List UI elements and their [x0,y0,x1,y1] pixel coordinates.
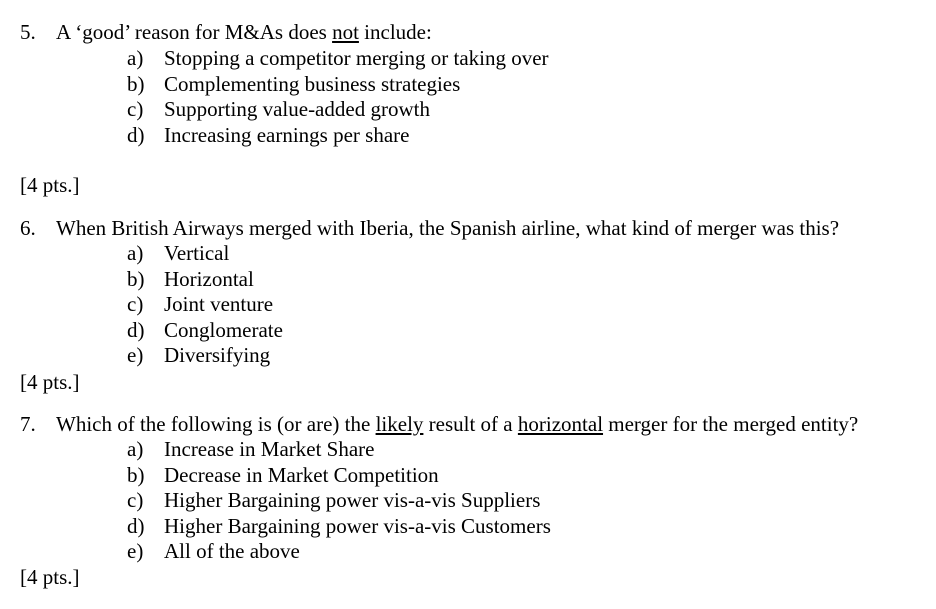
option-text: Complementing business strategies [164,71,461,96]
option-c [127,292,283,318]
option-a [127,241,283,267]
option-letter: e) [127,343,144,367]
question-text: include: [358,20,432,44]
question-5-points: [4 pts.] [20,173,80,197]
option-d [127,318,283,344]
option-e [127,539,551,565]
option-text: Horizontal [164,266,254,291]
question-number: 6. [20,216,36,240]
option-letter: e) [127,539,144,563]
option-a [127,437,551,463]
question-6-points: [4 pts.] [20,370,80,394]
option-letter: d) [127,317,145,342]
question-text: result of a [423,412,518,436]
option-text: Increasing earnings per share [164,122,410,147]
option-d [127,514,551,540]
option-letter: d) [127,122,145,147]
option-letter: c) [127,292,144,316]
option-text: Decrease in Market Competition [164,462,439,487]
question-7-options [127,437,551,565]
question-number: 5. [20,20,36,44]
option-b [127,463,551,489]
option-text: Higher Bargaining power vis-a-vis Customers [164,513,551,538]
option-letter: b) [127,71,145,96]
question-7-points: [4 pts.] [20,565,80,589]
option-letter: b) [127,266,145,291]
option-c [127,97,549,123]
option-b [127,267,283,293]
question-text: When British Airways merged with Iberia, the Spanish airline, what kind of merger was this? [56,216,840,240]
question-5-options [127,46,549,148]
option-letter: c) [127,97,144,121]
option-letter: a) [127,241,144,265]
question-number: 7. [20,412,36,436]
option-text: Higher Bargaining power vis-a-vis Suppliers [164,488,541,512]
question-6-options [127,241,283,369]
emphasis-not: not [332,20,359,44]
option-a [127,46,549,72]
option-text: All of the above [164,539,300,563]
option-e [127,343,283,369]
option-letter: a) [127,437,144,461]
option-text: Diversifying [164,343,271,367]
option-text: Vertical [164,241,230,265]
question-text: A ‘good’ reason for M&As does [56,20,333,44]
option-letter: b) [127,462,145,487]
emphasis-likely: likely [375,412,424,436]
option-text: Increase in Market Share [164,437,375,461]
question-5-stem [20,19,432,45]
question-7-stem [20,411,858,437]
option-d [127,123,549,149]
question-text: merger for the merged entity? [603,412,859,436]
option-letter: d) [127,513,145,538]
question-6-stem [20,215,839,241]
option-letter: a) [127,46,144,70]
option-text: Supporting value-added growth [164,97,430,121]
emphasis-horizontal: horizontal [517,412,604,436]
option-text: Stopping a competitor merging or taking over [164,46,549,70]
option-text: Conglomerate [164,317,283,342]
option-letter: c) [127,488,144,512]
option-c [127,488,551,514]
option-b [127,72,549,98]
option-text: Joint venture [164,292,274,316]
question-text: Which of the following is (or are) the [56,412,376,436]
